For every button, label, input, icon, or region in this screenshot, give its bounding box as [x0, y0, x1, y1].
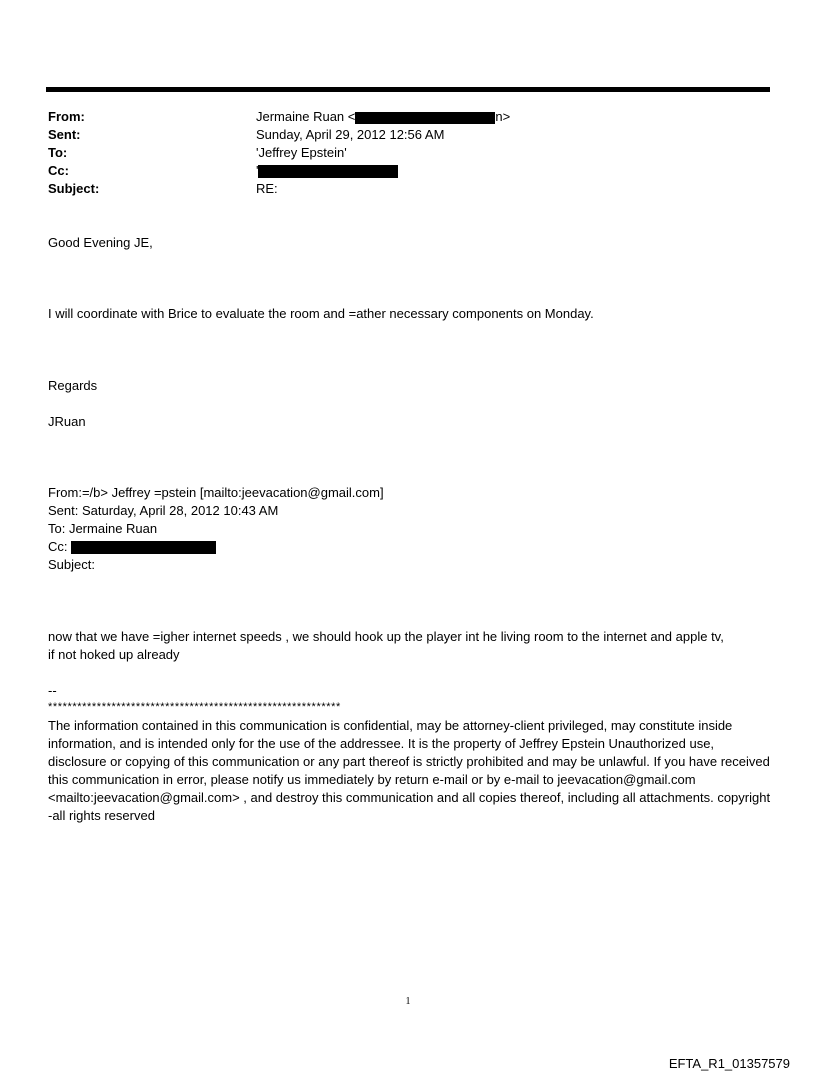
subject-value: RE:	[256, 181, 278, 196]
subject-label: Subject:	[48, 181, 100, 196]
redaction-box	[355, 112, 495, 124]
from-label: From:	[48, 109, 85, 124]
page-number: 1	[405, 996, 411, 1007]
quoted-cc-label: Cc:	[48, 539, 68, 554]
message-text: I will coordinate with Brice to evaluate the room and =ather necessary components on Monday.	[48, 306, 594, 321]
quoted-sent: Sent: Saturday, April 28, 2012 10:43 AM	[48, 503, 279, 518]
from-name: Jermaine Ruan <	[256, 109, 356, 124]
quoted-cc	[48, 538, 216, 556]
quoted-from: From:=/b> Jeffrey =pstein [mailto:jeevacation@gmail.com]	[48, 485, 384, 500]
signature-separator: --	[48, 683, 57, 698]
regards: Regards	[48, 378, 98, 393]
quoted-message-line1: now that we have =igher internet speeds , we should hook up the player int he living room to the internet and apple tv,	[48, 629, 724, 644]
from-value	[256, 108, 510, 126]
quoted-message-line2: if not hoked up already	[48, 647, 180, 662]
cc-value	[256, 162, 398, 180]
redaction-box	[71, 541, 216, 554]
cc-prefix: '	[256, 163, 259, 178]
to-value: 'Jeffrey Epstein'	[256, 145, 347, 160]
confidentiality-disclaimer: The information contained in this communication is confidential, may be attorney-client privileged, may constitute inside information, and is intended only for the use of the addressee. It is the property of Jeffrey Epstein Unauthorized use, disclosure or copying of this communication or any part thereof is strictly prohibited and may be unlawful. If you have received this communication in error, please notify us immediately by return e-mail or by e-mail to jeevacation@gmail.com <mailto:jeevacation@gmail.com> , and destroy this communication and all copies thereof, including all attachments. copyright -all rights reserved	[48, 718, 771, 823]
document-id: EFTA_R1_01357579	[668, 1056, 790, 1071]
from-tail: n>	[495, 109, 511, 124]
asterisk-divider: ************************************************************	[48, 701, 341, 713]
signature: JRuan	[48, 414, 86, 429]
redaction-box	[258, 165, 398, 178]
cc-label: Cc:	[48, 163, 69, 178]
sent-label: Sent:	[48, 127, 81, 142]
greeting: Good Evening JE,	[48, 235, 153, 250]
header-divider	[46, 87, 770, 92]
quoted-subject: Subject:	[48, 557, 95, 572]
to-label: To:	[48, 145, 68, 160]
quoted-to: To: Jermaine Ruan	[48, 521, 158, 536]
sent-value: Sunday, April 29, 2012 12:56 AM	[256, 127, 445, 142]
